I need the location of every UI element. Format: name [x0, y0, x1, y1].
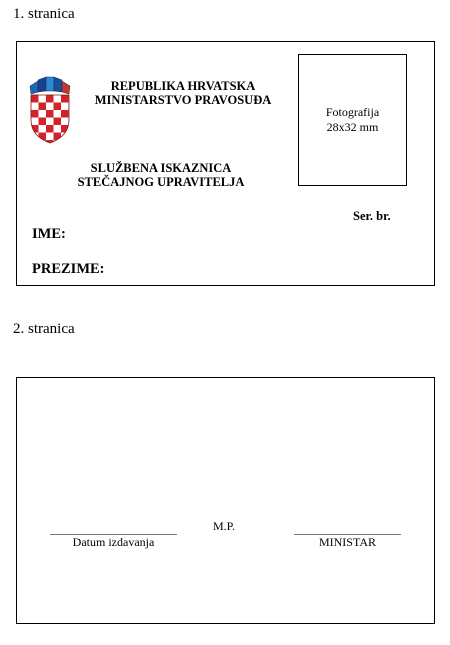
id-card-back: [16, 377, 435, 624]
minister-label: MINISTAR: [318, 535, 377, 549]
id-card-front: [16, 41, 435, 286]
card-title-line-2: STEČAJNOG UPRAVITELJA: [77, 175, 245, 189]
name-field-label: IME:: [32, 226, 66, 242]
date-of-issue-label: Datum izdavanja: [72, 535, 155, 549]
croatian-coat-of-arms-icon: [27, 76, 73, 144]
page-1-label: 1. stranica: [13, 6, 75, 22]
page-2-label: 2. stranica: [13, 321, 75, 337]
header-republic: REPUBLIKA HRVATSKA: [110, 79, 256, 93]
seal-placeholder: M.P.: [213, 519, 236, 533]
photo-label: Fotografija: [325, 105, 380, 119]
surname-field-label: PREZIME:: [32, 261, 105, 277]
header-ministry: MINISTARSTVO PRAVOSUĐA: [94, 93, 272, 107]
coat-of-arms-svg: [27, 76, 73, 144]
photo-placeholder: [298, 54, 407, 186]
card-title-line-1: SLUŽBENA ISKAZNICA: [90, 161, 232, 175]
serial-number-label: Ser. br.: [353, 209, 391, 223]
photo-size: 28x32 mm: [326, 120, 379, 134]
